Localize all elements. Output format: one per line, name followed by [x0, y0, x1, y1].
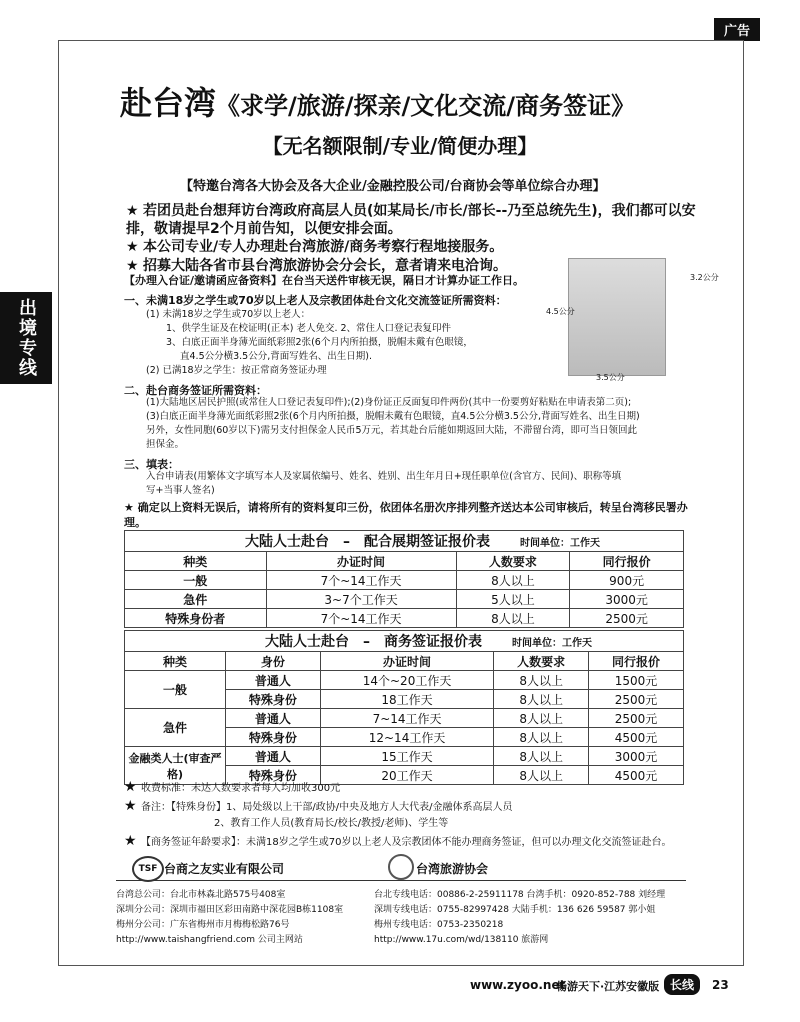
association-name: 台湾旅游协会	[416, 862, 489, 876]
table-row: 特殊身份 12~14工作天 8人以上 4500元	[125, 728, 684, 747]
bottom-tag: 长线	[664, 974, 700, 995]
intro-line: 【办理入台证/邀请函应备资料】在台当天送件审核无误，隔日才计算办证工作日。	[124, 274, 525, 287]
table1	[124, 530, 684, 628]
section3-body: 入台申请表(用繁体文字填写本人及家属依编号、姓名、姓别、出生年月日+现任职单位(含官方、民间)、职称等填 写+当事人签名)	[146, 471, 622, 496]
table-row: 特殊身份 20工作天 8人以上 4500元	[125, 766, 684, 785]
band-text: 【特邀台湾各大协会及各大企业/金融控股公司/台商协会等单位综合办理】	[180, 179, 606, 194]
star-icon: ★	[124, 833, 142, 849]
table2-header: 人数要求	[494, 652, 589, 671]
title-rest: 《求学/旅游/探亲/文化交流/商务签证》	[216, 92, 636, 120]
table2-caption: 大陆人士赴台 – 商务签证报价表	[265, 634, 482, 650]
table2	[124, 630, 684, 785]
table1-header: 人数要求	[456, 552, 570, 571]
star-icon: ★	[124, 501, 138, 514]
photo-height-label: 4.5公分	[546, 307, 575, 316]
table2-container	[124, 630, 684, 785]
divider	[116, 880, 686, 881]
company-name: 台商之友实业有限公司	[164, 862, 285, 876]
contacts-left: 台湾总公司：台北市林森北路575号408室 深圳分公司：深圳市福田区彩田南路中深花园B栋1108室 梅州分公司：广东省梅州市月梅梅松路76号 http://www.taishangfriend.com 公司主网站	[116, 888, 386, 948]
table-row: 一般 7个~14工作天 8人以上 900元	[125, 571, 684, 590]
confirm-line: ★ 确定以上资料无误后，请将所有的资料复印三份，依团体名册次序排列整齐送达本公司审核后，转呈台湾移民署办理。	[124, 501, 688, 529]
note-item: ★ 收费标准：未达人数要求者每人均加收300元	[124, 779, 341, 795]
table-row: 急件 普通人 7~14工作天 8人以上 2500元	[125, 709, 684, 728]
table1-header: 办证时间	[266, 552, 456, 571]
travel-link[interactable]: http://www.17u.com/wd/138110 旅游网	[374, 935, 549, 945]
bullet-item: ★ 招募大陆各省市县台湾旅游协会分会长，意者请来电洽询。	[126, 258, 508, 274]
subtitle: 【无名额限制/专业/简便办理】	[262, 134, 538, 158]
star-icon: ★	[126, 258, 144, 274]
notes	[124, 778, 704, 851]
section1-body: (1) 未满18岁之学生或70岁以上老人： 1、供学生证及在校证明(正本) 老人免交. 2、常住人口登记表复印件 3、白底正面半身薄光面纸彩照2张(6个月内所拍摄，脱帽未戴有色眼镜， 直4.5公分横3.5公分,背面写姓名、出生日期). (2) 已满18岁之学生：按正常商务签证办理	[146, 309, 473, 376]
table2-unit: 时间单位：工作天	[512, 638, 592, 649]
section2-body: (1)大陆地区居民护照(或常住人口登记表复印件);(2)身份证正反面复印件两份(其中一份要剪好粘贴在申请表第二页); (3)白底正面半身薄光面纸彩照2张(6个月内所拍摄，脱帽未戴有色眼镜，直4.5公分横3.5公分,背面写姓名、出生日期) 另外，女性同胞(60岁以下)需另支付担保金人民币5万元，若其赴台后能如期返回大陆，不滞留台湾，即可当日领回此 担保金。	[146, 397, 640, 450]
bottom-site: www.zyoo.net	[470, 978, 566, 992]
table-row: 一般 普通人 14个~20工作天 8人以上 1500元	[125, 671, 684, 690]
star-icon: ★	[124, 798, 142, 814]
table1-container	[124, 530, 684, 628]
table2-header: 身份	[226, 652, 321, 671]
note-item: 2、教育工作人员(教育局长/校长/教授/老师)、学生等	[214, 818, 449, 829]
star-icon: ★	[126, 203, 144, 219]
table-row: 金融类人士(审查严格) 普通人 15工作天 8人以上 3000元	[125, 747, 684, 766]
section1-title: 一、未满18岁之学生或70岁以上老人及宗教团体赴台文化交流签证所需资料：	[124, 294, 507, 307]
table2-header: 种类	[125, 652, 226, 671]
note-item: ★ 【商务签证年龄要求】：未满18岁之学生或70岁以上老人及宗教团体不能办理商务签证，但可以办理文化交流签证赴台。	[124, 833, 672, 849]
table-row: 特殊身份者 7个~14工作天 8人以上 2500元	[125, 609, 684, 628]
side-tab: 出境专线	[0, 292, 52, 384]
bottom-mag: 畅游天下·江苏安徽版	[556, 980, 660, 993]
table2-header: 同行报价	[589, 652, 684, 671]
contacts-right: 台北专线电话：00886-2-25911178 台湾手机：0920-852-788 刘经理 深圳专线电话：0755-82997428 大陆手机：136 626 59587 郭小姐 梅州专线电话：0753-2350218 http://www.17u.com/wd/138110 旅游网	[374, 888, 704, 948]
table1-caption: 大陆人士赴台 – 配合展期签证报价表	[245, 534, 490, 550]
section2-title: 二、赴台商务签证所需资料：	[124, 384, 267, 397]
section3-title: 三、填表：	[124, 458, 179, 471]
ad-tag: 广告	[714, 18, 760, 41]
tsf-logo-icon: TSF	[132, 856, 164, 882]
table1-header: 种类	[125, 552, 267, 571]
photo-head-label: 3.2公分	[690, 273, 719, 282]
title-main: 赴台湾	[120, 84, 217, 122]
table-row: 急件 3~7个工作天 5人以上 3000元	[125, 590, 684, 609]
page-title	[120, 78, 635, 124]
note-item: ★ 备注：【特殊身份】1、局处级以上干部/政协/中央及地方人大代表/金融体系高层人员	[124, 798, 513, 814]
table2-header: 办证时间	[320, 652, 493, 671]
table1-unit: 时间单位：工作天	[520, 538, 600, 549]
bullet-item: ★ 若团员赴台想拜访台湾政府高层人员(如某局长/市长/部长--乃至总统先生)，我们都可以安排，敬请提早2个月前告知，以便安排会面。	[126, 203, 696, 237]
table-row: 特殊身份 18工作天 8人以上 2500元	[125, 690, 684, 709]
star-icon: ★	[124, 779, 142, 795]
photo-width-label: 3.5公分	[596, 373, 625, 382]
company-link[interactable]: http://www.taishangfriend.com 公司主网站	[116, 935, 303, 945]
table1-header: 同行报价	[570, 552, 684, 571]
page-number: 23	[712, 978, 729, 992]
sample-photo	[568, 258, 666, 376]
bullet-item: ★ 本公司专业/专人办理赴台湾旅游/商务考察行程地接服务。	[126, 239, 504, 255]
star-icon: ★	[126, 239, 144, 255]
association-logo-icon	[388, 854, 414, 880]
